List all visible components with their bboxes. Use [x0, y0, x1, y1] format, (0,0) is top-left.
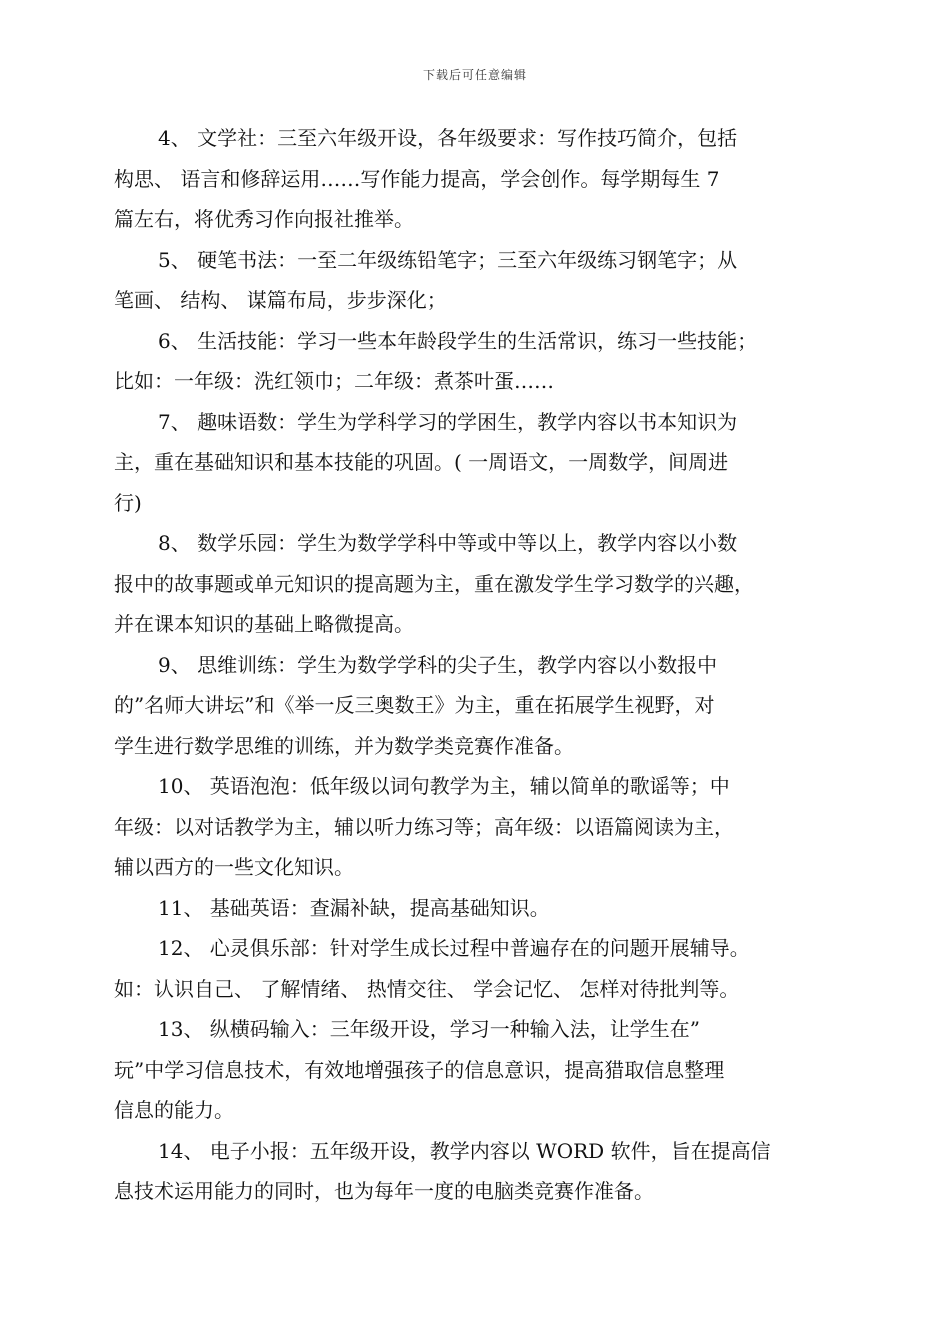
text-line: 5、 硬笔书法：一至二年级练铅笔字；三至六年级练习钢笔字；从: [158, 247, 738, 272]
text-line: 笔画、 结构、 谋篇布局，步步深化；: [114, 288, 447, 312]
text-line: 13、 纵横码输入：三年级开设，学习一种输入法，让学生在”: [158, 1017, 701, 1041]
text-line: 14、 电子小报：五年级开设，教学内容以 WORD 软件，旨在提高信: [158, 1138, 771, 1163]
text-line: 年级：以对话教学为主，辅以听力练习等；高年级：以语篇阅读为主，: [114, 814, 734, 839]
text-line: 10、 英语泡泡：低年级以词句教学为主，辅以简单的歌谣等；中: [158, 774, 730, 798]
document-body: [114, 118, 840, 1212]
text-line: 主，重在基础知识和基本技能的巩固。( 一周语文，一周数学，间周进: [114, 450, 729, 474]
text-line: 息技术运用能力的同时，也为每年一度的电脑类竞赛作准备。: [114, 1179, 654, 1203]
paragraph-9: [114, 645, 840, 767]
text-line: 7、 趣味语数：学生为学科学习的学困生，教学内容以书本知识为: [158, 409, 738, 434]
text-line: 玩”中学习信息技术，有效地增强孩子的信息意识，提高猎取信息整理: [114, 1057, 725, 1082]
text-line: 11、 基础英语：查漏补缺，提高基础知识。: [158, 895, 550, 920]
paragraph-14: [114, 1131, 840, 1212]
paragraph-12: [114, 928, 840, 1009]
text-line: 信息的能力。: [114, 1098, 234, 1122]
text-line: 8、 数学乐园：学生为数学学科中等或中等以上，教学内容以小数: [158, 531, 738, 555]
paragraph-6: [114, 321, 840, 402]
text-line: 学生进行数学思维的训练，并为数学类竞赛作准备。: [114, 733, 574, 758]
text-line: 如：认识自己、 了解情绪、 热情交往、 学会记忆、 怎样对待批判等。: [114, 976, 740, 1001]
paragraph-13: [114, 1009, 840, 1131]
text-line: 辅以西方的一些文化知识。: [114, 855, 354, 879]
text-line: 4、 文学社：三至六年级开设，各年级要求：写作技巧简介，包括: [158, 126, 738, 150]
paragraph-10: [114, 766, 840, 888]
text-line: 报中的故事题或单元知识的提高题为主，重在激发学生学习数学的兴趣，: [114, 571, 754, 596]
text-line: 9、 思维训练：学生为数学学科的尖子生，教学内容以小数报中: [158, 652, 718, 677]
page-header: 下载后可任意编辑: [422, 68, 527, 82]
text-line: 比如：一年级：洗红领巾；二年级：煮茶叶蛋……: [114, 369, 554, 393]
text-line: 篇左右，将优秀习作向报社推举。: [114, 207, 414, 231]
paragraph-7: [114, 402, 840, 524]
text-line: 行): [114, 490, 142, 515]
text-line: 构思、 语言和修辞运用……写作能力提高，学会创作。每学期每生 7: [114, 166, 720, 191]
paragraph-11: [114, 888, 840, 929]
text-line: 6、 生活技能：学习一些本年龄段学生的生活常识，练习一些技能；: [158, 328, 758, 353]
paragraph-8: [114, 523, 840, 645]
text-line: 的”名师大讲坛”和《举一反三奥数王》为主，重在拓展学生视野，对: [114, 693, 715, 717]
paragraph-4: [114, 118, 840, 240]
text-line: 并在课本知识的基础上略微提高。: [114, 612, 414, 636]
paragraph-5: [114, 240, 840, 321]
text-line: 12、 心灵俱乐部：针对学生成长过程中普遍存在的问题开展辅导。: [158, 936, 750, 960]
